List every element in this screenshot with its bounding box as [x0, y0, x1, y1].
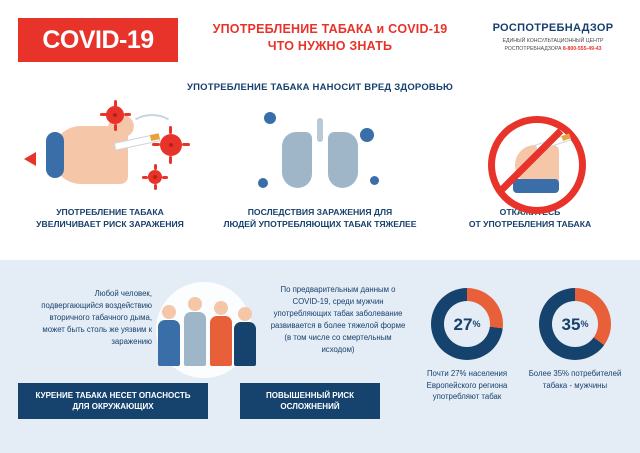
caption-line1: ПОСЛЕДСТВИЯ ЗАРАЖЕНИЯ ДЛЯ — [247, 207, 393, 217]
virus-icon — [106, 106, 124, 124]
column-risk-caption — [10, 206, 210, 231]
badge-line2: ОСЛОЖНЕНИЙ — [280, 402, 340, 411]
person-figure — [210, 301, 232, 366]
person-figure — [184, 297, 206, 366]
donut-center — [552, 301, 598, 347]
subtitle: УПОТРЕБЛЕНИЕ ТАБАКА НАНОСИТ ВРЕД ЗДОРОВЬЮ — [187, 82, 453, 93]
organization-block — [478, 22, 628, 54]
covid-logo — [18, 18, 178, 62]
hand-with-cigarette-and-virus-icon — [10, 108, 210, 200]
donut-value: 27 — [453, 314, 473, 334]
badge-line1: КУРЕНИЕ ТАБАКА НЕСЕТ ОПАСНОСТЬ — [35, 390, 191, 400]
caption-line1: ОТКАЖИТЕСЬ — [499, 207, 561, 217]
org-sub-line1: ЕДИНЫЙ КОНСУЛЬТАЦИОННЫЙ ЦЕНТР — [502, 38, 604, 44]
left-lung-shape — [282, 132, 312, 188]
covid-logo-text: COVID-19 — [42, 25, 154, 54]
secondhand-smoke-text: Любой человек, подвергающийся воздействию вторичного табачного дыма, может быть столь же уязвим к заражению — [41, 289, 152, 347]
caption-line2: ЛЮДЕЙ УПОТРЕБЛЯЮЩИХ ТАБАК ТЯЖЕЛЕЕ — [223, 219, 417, 230]
donut-chart-35 — [520, 288, 630, 391]
caption-line2: УВЕЛИЧИВАЕТ РИСК ЗАРАЖЕНИЯ — [36, 219, 184, 230]
badge-line1: ПОВЫШЕННЫЙ РИСК — [265, 390, 355, 400]
org-hotline-phone: 8-800-555-49-43 — [562, 45, 602, 52]
donut-center — [444, 301, 490, 347]
donut-chart-27 — [412, 288, 522, 403]
lungs-shape — [282, 116, 358, 192]
page-title-line1: УПОТРЕБЛЕНИЕ ТАБАКА и COVID-19 — [212, 22, 448, 36]
badge-line2: ДЛЯ ОКРУЖАЮЩИХ — [72, 402, 154, 411]
column-consequences-caption — [220, 206, 420, 231]
organization-subtitle — [478, 38, 628, 54]
virus-icon — [160, 134, 182, 156]
status-badge-secondhand — [18, 383, 208, 419]
person-figure — [158, 305, 180, 366]
donut-unit: % — [580, 319, 589, 329]
lungs-icon — [220, 108, 420, 200]
no-smoking-icon — [430, 108, 630, 200]
caption-line2: ОТ УПОТРЕБЛЕНИЯ ТАБАКА — [468, 219, 592, 230]
column-quit — [430, 108, 630, 231]
hand-shape — [52, 126, 128, 184]
header — [0, 0, 640, 75]
virus-icon — [264, 112, 276, 124]
column-risk — [10, 108, 210, 231]
column-consequences — [220, 108, 420, 231]
virus-icon — [148, 170, 162, 184]
donut-ring — [431, 288, 503, 360]
page-title-line2: ЧТО НУЖНО ЗНАТЬ — [267, 39, 393, 53]
caption-line1: УПОТРЕБЛЕНИЕ ТАБАКА — [56, 207, 164, 217]
org-sub-line2: РОСПОТРЕБНАДЗОРА — [504, 45, 562, 52]
page-title — [200, 22, 460, 53]
donut-value: 35 — [561, 314, 581, 334]
people-group-illustration — [150, 282, 260, 372]
organization-name: РОСПОТРЕБНАДЗОР — [492, 22, 614, 34]
status-badge-complications — [240, 383, 380, 419]
sleeve-shape — [46, 132, 64, 178]
donut-caption: Более 35% потребителей табака - мужчины — [528, 369, 622, 390]
donut-unit: % — [472, 319, 481, 329]
virus-icon — [370, 176, 379, 185]
prohibition-circle-icon — [488, 116, 586, 214]
arrow-icon — [24, 152, 36, 166]
sleeve-shape — [513, 179, 559, 193]
right-lung-shape — [328, 132, 358, 188]
person-figure — [234, 307, 256, 366]
virus-icon — [258, 178, 268, 188]
donut-caption: Почти 27% населения Европейского региона употребляют табак — [426, 369, 508, 402]
donut-ring — [539, 288, 611, 360]
trachea-shape — [317, 118, 323, 142]
covid-men-statement: По предварительным данным о COVID-19, среди мужчин употребляющих табак заболевание развивается в более тяжелой форме (в том числе со смертельным исходом) — [270, 285, 406, 355]
virus-icon — [360, 128, 374, 142]
